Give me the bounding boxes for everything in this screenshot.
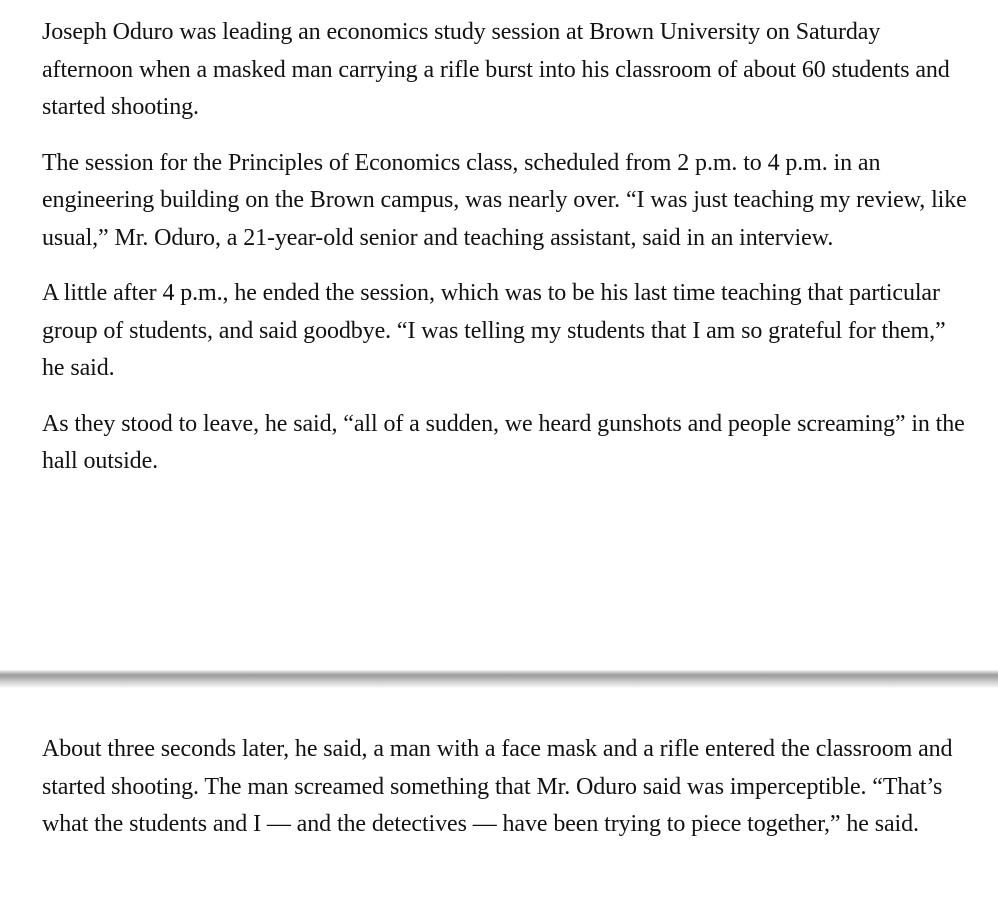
section-divider (0, 670, 998, 688)
article-body-bottom (42, 731, 972, 862)
article-body-top (42, 14, 972, 499)
paragraph-1: Joseph Oduro was leading an economics study session at Brown University on Saturday afternoon when a masked man carrying a rifle burst into his classroom of about 60 students and started shooting. (42, 19, 950, 120)
paragraph-4: As they stood to leave, he said, “all of a sudden, we heard gunshots and people screaming” in the hall outside. (42, 410, 965, 474)
paragraph-3: A little after 4 p.m., he ended the session, which was to be his last time teaching that particular group of students, and said goodbye. “I was telling my students that I am so grateful for them,” he said. (42, 280, 946, 381)
paragraph-5: About three seconds later, he said, a man with a face mask and a rifle entered the classroom and started shooting. The man screamed something that Mr. Oduro said was imperceptible. “That’s what the students and I — and the detectives — have been trying to piece together,” he said. (42, 736, 953, 837)
paragraph-2: The session for the Principles of Economics class, scheduled from 2 p.m. to 4 p.m. in an engineering building on the Brown campus, was nearly over. “I was just teaching my review, like usual,” Mr. Oduro, a 21-year-old senior and teaching assistant, said in an interview. (42, 149, 967, 251)
